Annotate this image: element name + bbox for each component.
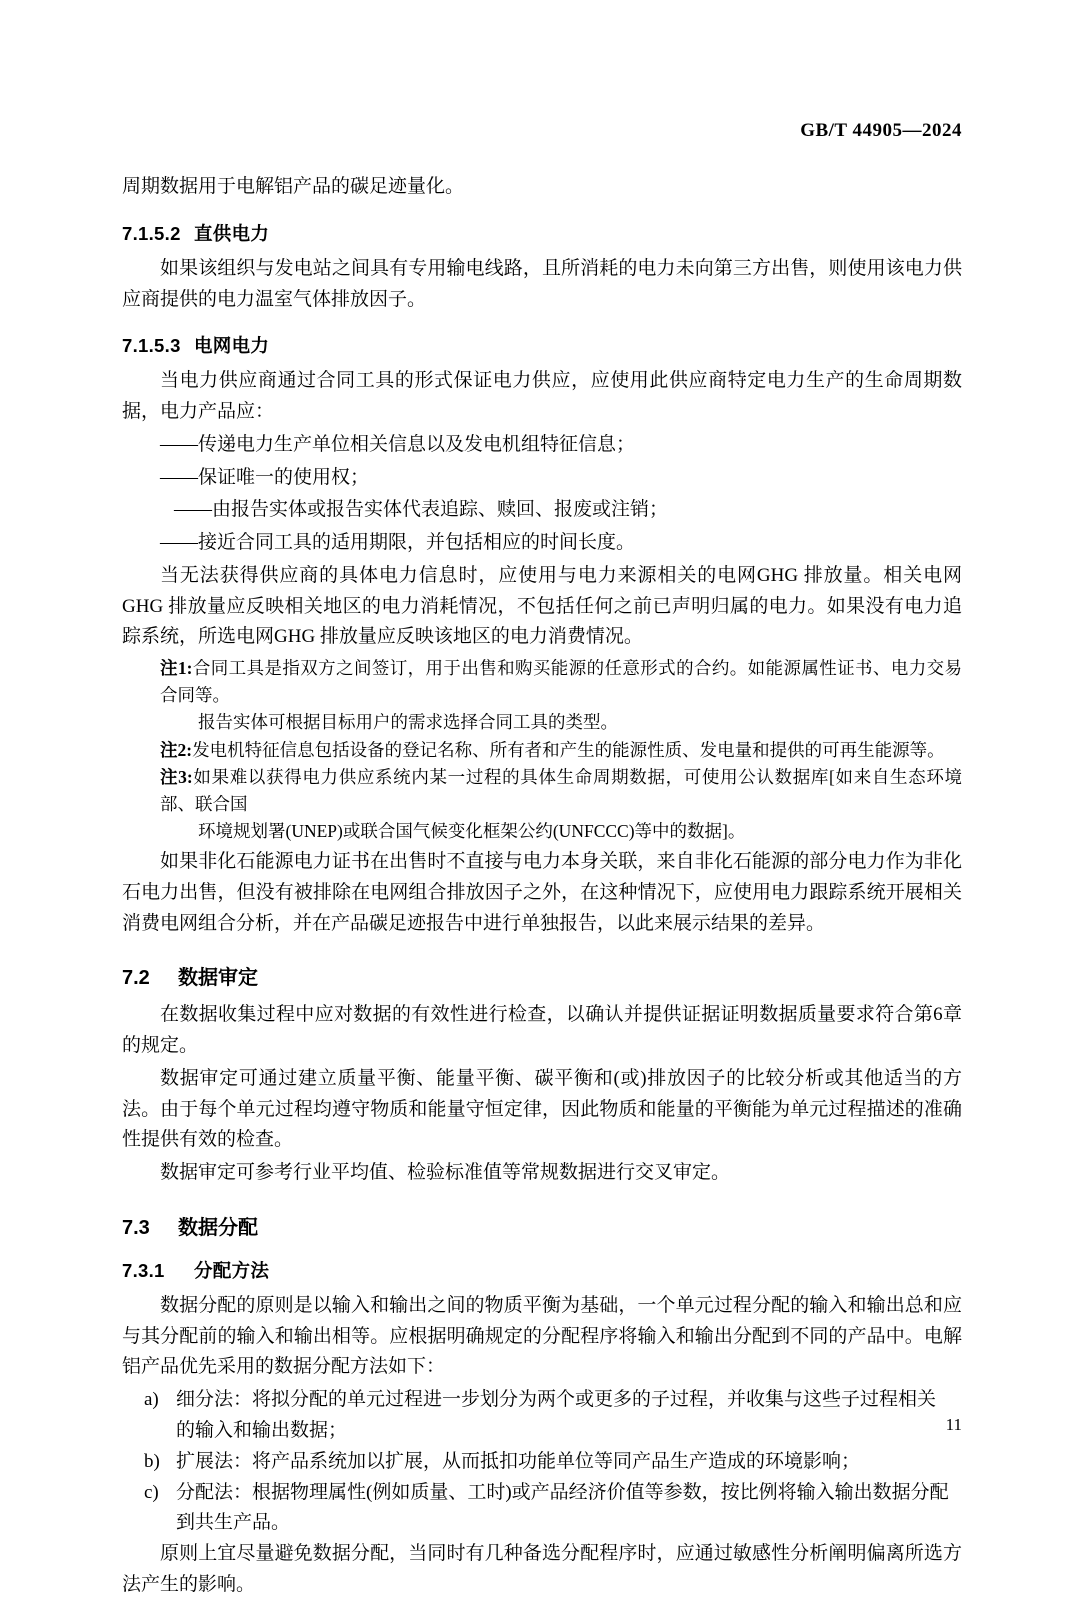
page-number: 11 — [945, 1415, 962, 1434]
heading-7-2 — [122, 961, 962, 990]
list-item — [122, 1478, 962, 1540]
list-text — [176, 1478, 962, 1540]
paragraph-7-2-3: 数据审定可参考行业平均值、检验标准值等常规数据进行交叉审定。 — [160, 1162, 731, 1184]
note-label: 注2: — [160, 739, 193, 760]
heading-7-1-5-3 — [122, 332, 962, 358]
list-marker: b) — [144, 1450, 160, 1472]
paragraph-7-1-5-3-3: 如果非化石能源电力证书在出售时不直接与电力本身关联，来自非化石能源的部分电力作为非化石电力出售，但没有被排除在电网组合排放因子之外，在这种情况下，应使用电力跟踪系统开展相关消费电网组合分析，并在产品碳足迹报告中进行单独报告，以此来展示结果的差异。 — [122, 851, 962, 934]
heading-number: 7.3 — [122, 1216, 150, 1239]
heading-number: 7.2 — [122, 967, 150, 990]
heading-title: 电网电力 — [194, 335, 270, 357]
list-text-continuation: 到共生产品。 — [176, 1512, 291, 1534]
heading-number: 7.1.5.2 — [122, 222, 181, 244]
list-text — [176, 1385, 962, 1447]
list-text-line: 细分法：将拟分配的单元过程进一步划分为两个或更多的子过程，并收集与这些子过程相关 — [176, 1389, 937, 1411]
heading-title: 分配方法 — [194, 1259, 270, 1281]
note-3-continuation: 环境规划署(UNEP)或联合国气候变化框架公约(UNFCCC)等中的数据]。 — [198, 820, 746, 841]
list-marker: a) — [144, 1389, 159, 1411]
heading-title: 数据分配 — [178, 1216, 258, 1239]
note-text: 合同工具是指双方之间签订，用于出售和购买能源的任意形式的合约。如能源属性证书、电力交易合同等。 — [160, 658, 963, 706]
paragraph-7-3-1-1: 数据分配的原则是以输入和输出之间的物质平衡为基础，一个单元过程分配的输入和输出总和应与其分配前的输入和输出相等。应根据明确规定的分配程序将输入和输出分配到不同的产品中。电解铝产品优先采用的数据分配方法如下： — [122, 1294, 962, 1378]
dash-item: ——传递电力生产单位相关信息以及发电机组特征信息； — [160, 433, 636, 455]
page-content — [122, 120, 962, 1603]
opening-paragraph: 周期数据用于电解铝产品的碳足迹量化。 — [122, 176, 465, 197]
list-text — [176, 1447, 962, 1478]
dash-item: ——由报告实体或报告实体代表追踪、赎回、报废或注销； — [174, 499, 669, 521]
heading-title: 直供电力 — [194, 222, 270, 244]
list-text-line: 分配法：根据物理属性(例如质量、工时)或产品经济价值等参数，按比例将输入输出数据分配 — [176, 1481, 949, 1503]
paragraph-7-1-5-3-1: 当电力供应商通过合同工具的形式保证电力供应，应使用此供应商特定电力生产的生命周期数据，电力产品应： — [122, 370, 962, 423]
paragraph-7-1-5-2-1: 如果该组织与发电站之间具有专用输电线路，且所消耗的电力未向第三方出售，则使用该电力供应商提供的电力温室气体排放因子。 — [122, 257, 962, 310]
heading-7-3-1 — [122, 1257, 962, 1283]
list-marker: c) — [144, 1481, 159, 1503]
note-text: 发电机特征信息包括设备的登记名称、所有者和产生的能源性质、发电量和提供的可再生能源等。 — [192, 739, 945, 760]
paragraph-7-2-1: 在数据收集过程中应对数据的有效性进行检查，以确认并提供证据证明数据质量要求符合第6章的规定。 — [122, 1004, 962, 1057]
note-1 — [122, 655, 962, 709]
list-item — [122, 1385, 962, 1447]
list-text-continuation: 的输入和输出数据； — [176, 1420, 348, 1442]
heading-number: 7.1.5.3 — [122, 335, 181, 357]
heading-title: 数据审定 — [178, 967, 258, 990]
note-text: 如果难以获得电力供应系统内某一过程的具体生命周期数据，可使用公认数据库[如来自生态环境部、联合国 — [160, 766, 963, 814]
heading-7-3 — [122, 1211, 962, 1240]
page-header-standard-number: GB/T 44905—2024 — [800, 120, 962, 141]
note-2 — [122, 737, 962, 764]
dash-item: ——保证唯一的使用权； — [160, 466, 370, 488]
list-item — [122, 1447, 962, 1478]
paragraph-7-3-1-2: 原则上宜尽量避免数据分配，当同时有几种备选分配程序时，应通过敏感性分析阐明偏离所选方法产生的影响。 — [122, 1543, 962, 1595]
note-label: 注3: — [160, 766, 193, 787]
note-label: 注1: — [160, 658, 193, 679]
heading-7-1-5-2 — [122, 220, 962, 246]
dash-item: ——接近合同工具的适用期限，并包括相应的时间长度。 — [160, 532, 636, 554]
note-3 — [122, 764, 962, 818]
paragraph-7-1-5-3-2: 当无法获得供应商的具体电力信息时，应使用与电力来源相关的电网GHG 排放量。相关电网GHG 排放量应反映相关地区的电力消耗情况，不包括任何之前已声明归属的电力。如果没有电力追踪系统，所选电网GHG 排放量应反映该地区的电力消费情况。 — [122, 564, 962, 648]
heading-number: 7.3.1 — [122, 1259, 165, 1281]
list-text-line: 扩展法：将产品系统加以扩展，从而抵扣功能单位等同产品生产造成的环境影响； — [176, 1450, 861, 1472]
paragraph-7-2-2: 数据审定可通过建立质量平衡、能量平衡、碳平衡和(或)排放因子的比较分析或其他适当的方法。由于每个单元过程均遵守物质和能量守恒定律，因此物质和能量的平衡能为单元过程描述的准确性提供有效的检查。 — [122, 1067, 962, 1151]
note-1-continuation: 报告实体可根据目标用户的需求选择合同工具的类型。 — [198, 712, 618, 733]
